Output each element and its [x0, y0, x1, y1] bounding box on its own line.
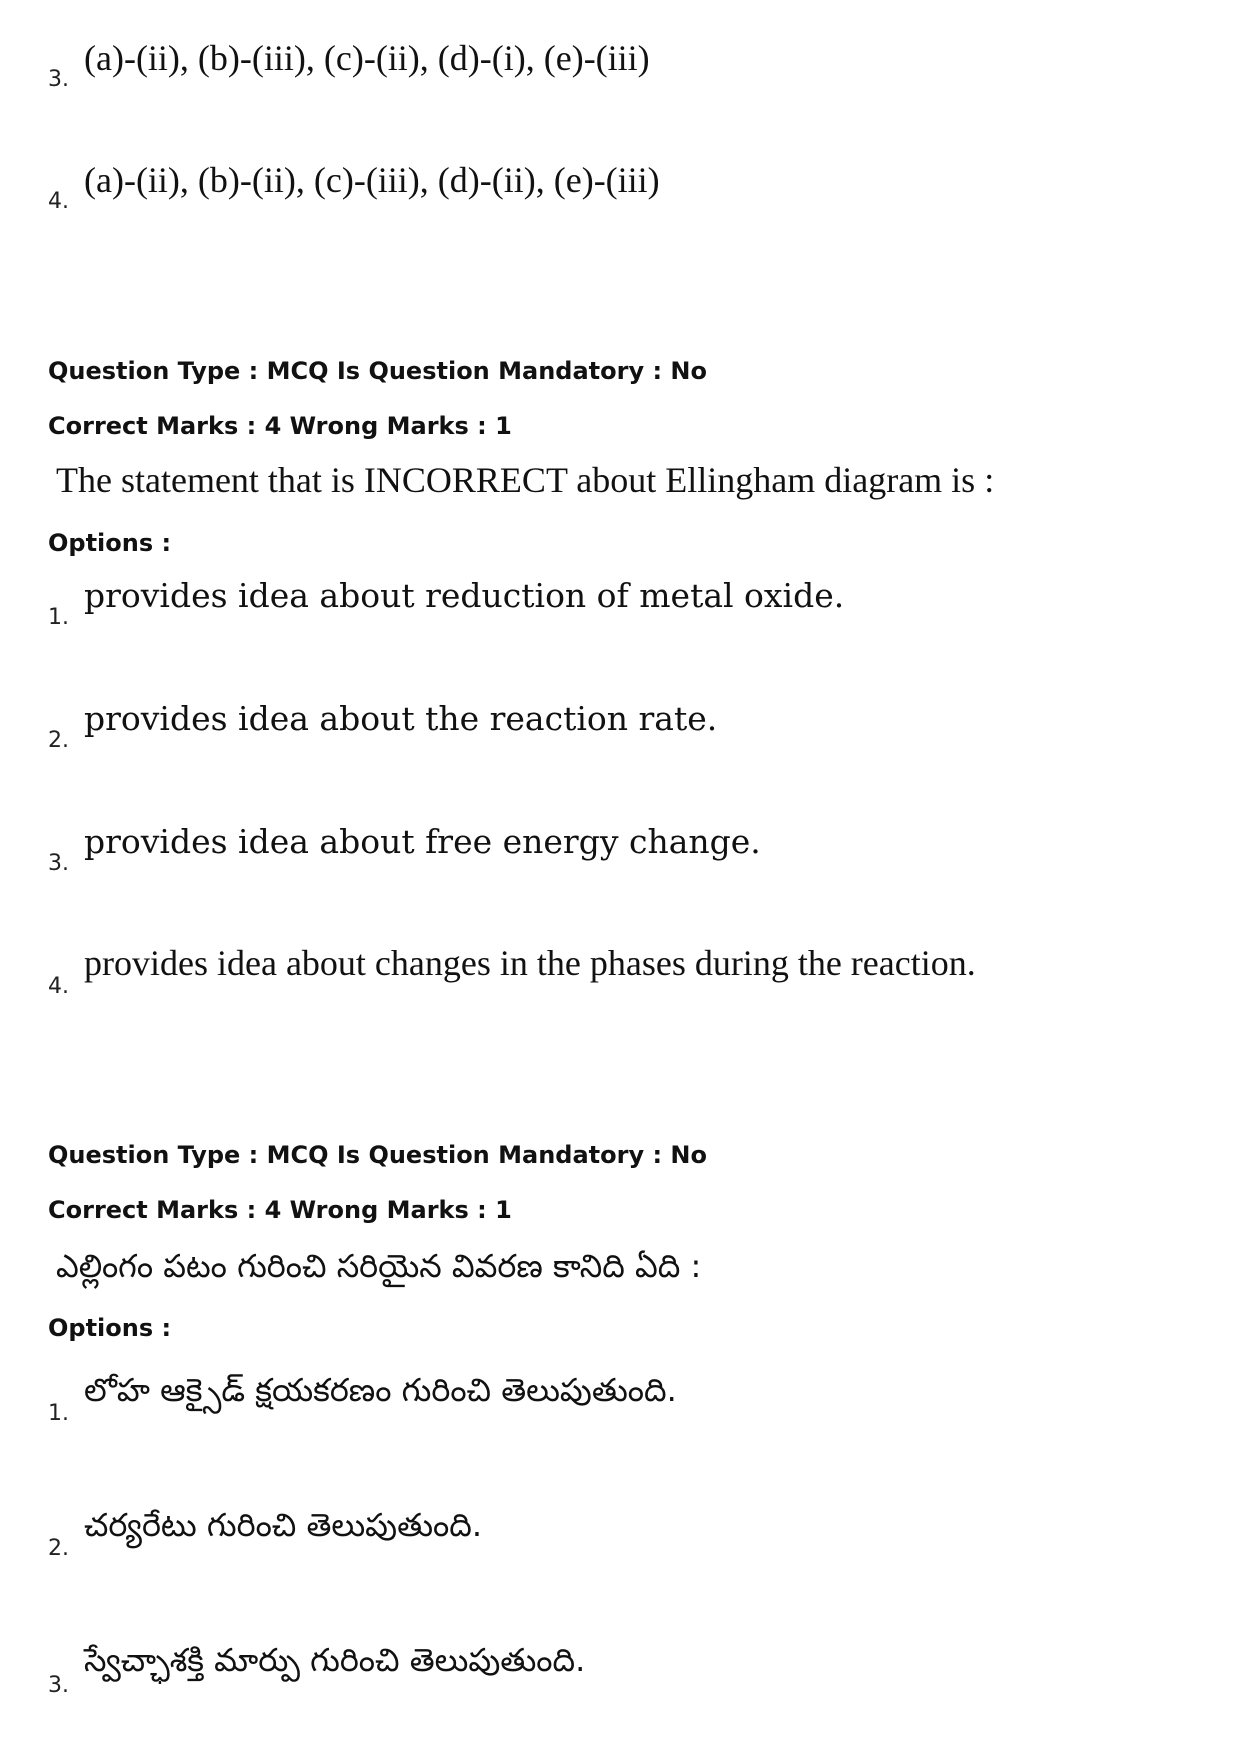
option-text: provides idea about the reaction rate.: [84, 699, 718, 738]
option-text: provides idea about reduction of metal oxide.: [84, 576, 845, 615]
option-number: 3.: [48, 1673, 69, 1698]
option-number: 4.: [48, 974, 69, 999]
marks-line: Correct Marks : 4 Wrong Marks : 1: [48, 412, 512, 440]
option-number: 3.: [48, 851, 69, 876]
question-statement: The statement that is INCORRECT about Ellingham diagram is :: [56, 460, 995, 500]
options-label: Options :: [48, 1314, 172, 1342]
option-text: చర్యరేటు గురించి తెలుపుతుంది.: [84, 1506, 483, 1544]
question-type-line: Question Type : MCQ Is Question Mandatory : No: [48, 1141, 707, 1169]
option-number: 3.: [48, 67, 69, 92]
option-text: స్వేచ్ఛాశక్తి మార్పు గురించి తెలుపుతుంది.: [84, 1641, 586, 1679]
option-number: 2.: [48, 1536, 69, 1561]
option-text: (a)-(ii), (b)-(iii), (c)-(ii), (d)-(i), (e)-(iii): [84, 38, 650, 78]
option-text: లోహ ఆక్సైడ్ క్షయకరణం గురించి తెలుపుతుంది.: [84, 1371, 677, 1409]
option-number: 1.: [48, 605, 69, 630]
question-type-line: Question Type : MCQ Is Question Mandatory : No: [48, 357, 707, 385]
marks-line: Correct Marks : 4 Wrong Marks : 1: [48, 1196, 512, 1224]
option-text: provides idea about free energy change.: [84, 822, 761, 861]
options-label: Options :: [48, 529, 172, 557]
option-text: provides idea about changes in the phases during the reaction.: [84, 943, 976, 983]
question-statement: ఎల్లింగం పటం గురించి సరియైన వివరణ కానిది ఏది :: [56, 1247, 702, 1285]
option-number: 1.: [48, 1401, 69, 1426]
option-number: 2.: [48, 728, 69, 753]
option-text: (a)-(ii), (b)-(ii), (c)-(iii), (d)-(ii), (e)-(iii): [84, 160, 660, 200]
option-number: 4.: [48, 189, 69, 214]
